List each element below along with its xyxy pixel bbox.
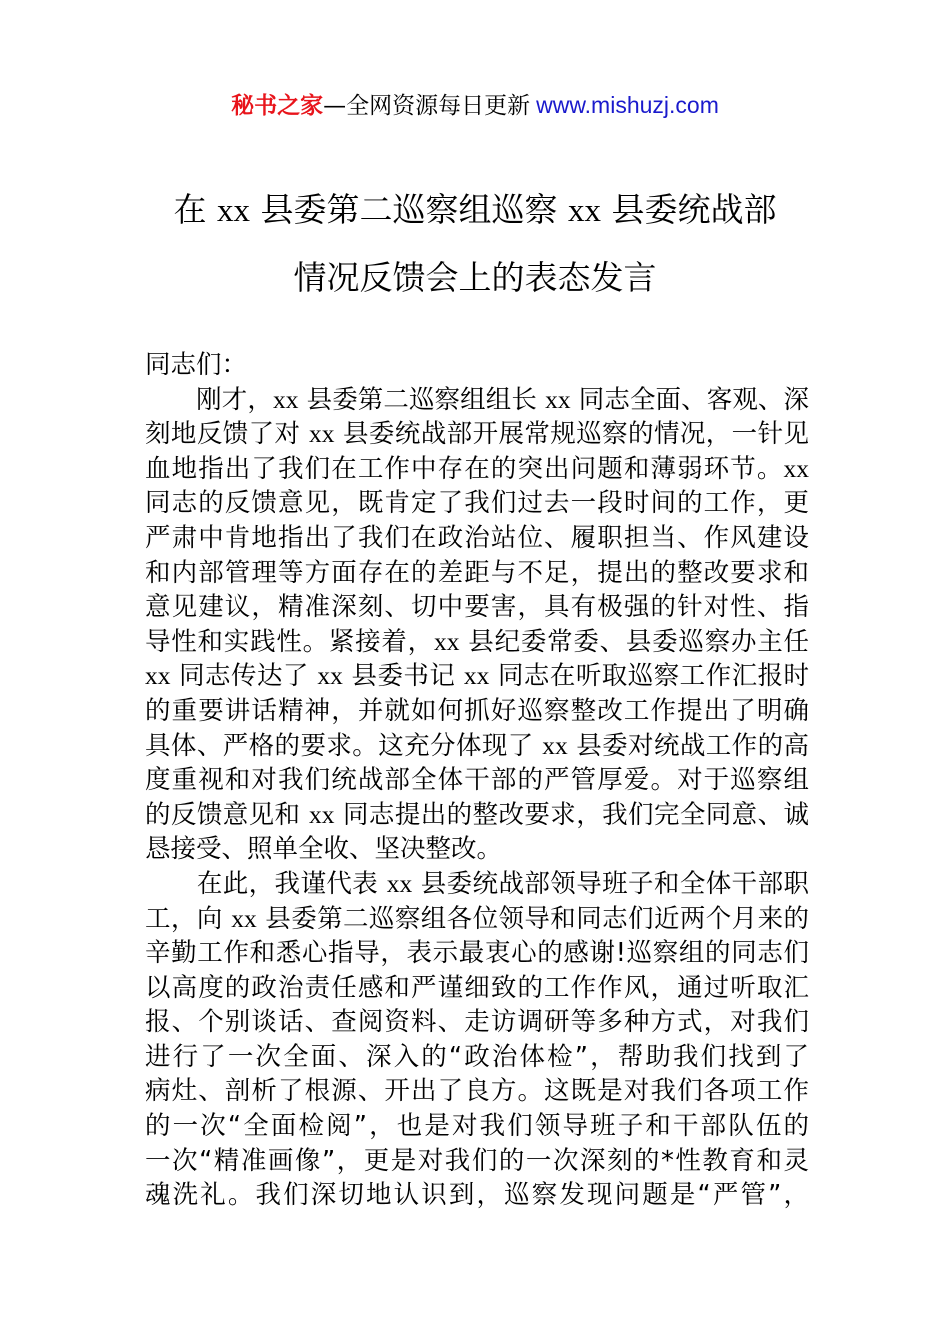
document-body: [145, 348, 809, 1213]
body-line: 刚才，xx 县委第二巡察组组长 xx 同志全面、客观、深: [145, 384, 809, 415]
body-line: 具体、严格的要求。这充分体现了 xx 县委对统战工作的高: [145, 730, 809, 761]
site-url-link[interactable]: www.mishuzj.com: [536, 92, 719, 118]
body-line: 恳接受、照单全收、坚决整改。: [145, 834, 503, 865]
body-line: 导性和实践性。紧接着，xx 县纪委常委、县委巡察办主任: [145, 626, 809, 657]
site-header-banner: [0, 88, 950, 123]
body-line: 同志的反馈意见，既肯定了我们过去一段时间的工作，更: [145, 488, 809, 519]
body-line: 的重要讲话精神，并就如何抓好巡察整改工作提出了明确: [145, 695, 809, 726]
site-brand-name: 秘书之家: [231, 93, 324, 119]
body-line: 辛勤工作和悉心指导，表示最衷心的感谢!巡察组的同志们: [145, 938, 809, 969]
salutation: 同志们：: [145, 350, 248, 380]
body-line: 度重视和对我们统战部全体干部的严管厚爱。对于巡察组: [145, 765, 809, 796]
body-line: 的反馈意见和 xx 同志提出的整改要求，我们完全同意、诚: [145, 799, 810, 830]
document-title-line-2: 情况反馈会上的表态发言: [293, 258, 657, 297]
body-line: 在此，我谨代表 xx 县委统战部领导班子和全体干部职: [145, 868, 809, 899]
body-line: 刻地反馈了对 xx 县委统战部开展常规巡察的情况，一针见: [145, 419, 810, 450]
body-line: 报、个别谈话、查阅资料、走访调研等多种方式，对我们: [145, 1007, 809, 1038]
site-tagline: —全网资源每日更新: [323, 93, 531, 119]
body-line: 的一次“全面检阅”，也是对我们领导班子和干部队伍的: [145, 1111, 809, 1142]
body-line: 和内部管理等方面存在的差距与不足，提出的整改要求和: [145, 557, 809, 588]
body-line: 一次“精准画像”，更是对我们的一次深刻的*性教育和灵: [145, 1145, 809, 1176]
body-line: 魂洗礼。我们深切地认识到，巡察发现问题是“严管”，: [145, 1180, 809, 1211]
body-line: 意见建议，精准深刻、切中要害，具有极强的针对性、指: [145, 592, 809, 623]
body-line: 以高度的政治责任感和严谨细致的工作作风，通过听取汇: [145, 972, 809, 1003]
body-line: xx 同志传达了 xx 县委书记 xx 同志在听取巡察工作汇报时: [145, 661, 809, 692]
document-title-line-1: 在 xx 县委第二巡察组巡察 xx 县委统战部: [173, 190, 777, 229]
body-line: 进行了一次全面、深入的“政治体检”，帮助我们找到了: [145, 1041, 809, 1072]
body-line: 病灶、剖析了根源、开出了良方。这既是对我们各项工作: [145, 1076, 809, 1107]
body-line: 严肃中肯地指出了我们在政治站位、履职担当、作风建设: [145, 522, 809, 553]
body-line: 工，向 xx 县委第二巡察组各位领导和同志们近两个月来的: [145, 903, 810, 934]
body-line: 血地指出了我们在工作中存在的突出问题和薄弱环节。xx: [145, 453, 809, 484]
